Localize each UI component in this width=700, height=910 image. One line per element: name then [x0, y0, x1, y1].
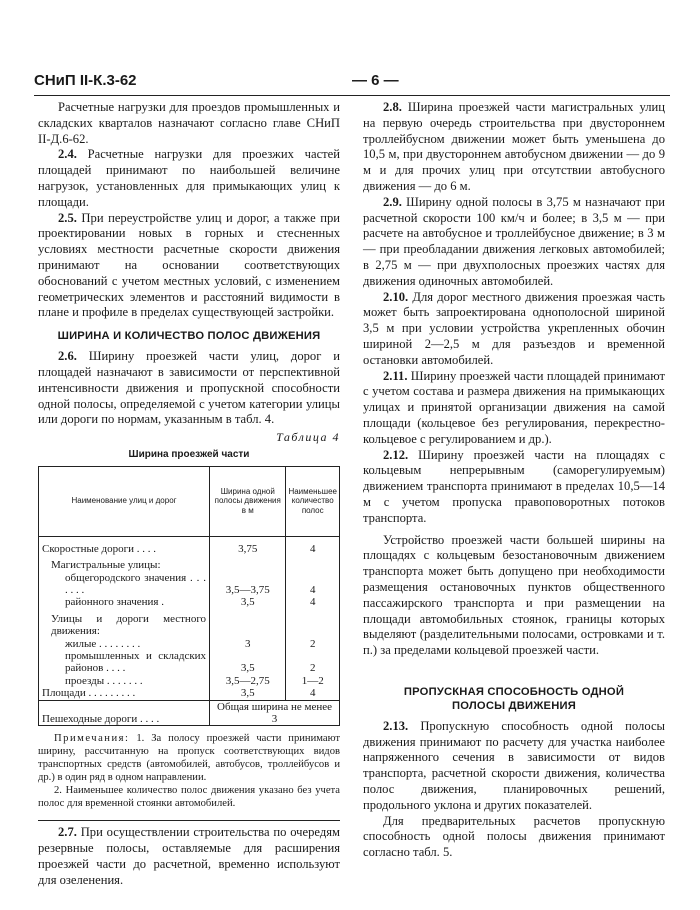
paragraph-continuation: Расчетные нагрузки для проездов промышленных и складских кварталов назначают согласно главе СНиП II-Д.6-62. [38, 100, 340, 146]
table-label: Таблица 4 [276, 430, 340, 445]
table-row: жилые . . . . . . . . 3 2 [39, 638, 340, 650]
clause-number: 2.7. [58, 825, 77, 840]
clause-text: При осуществлении строительства по очередям резервные полосы, оставляемые для расширения проезжей части до расчетной, временно используют для озеленения. [38, 825, 340, 887]
clause-text: Ширину проезжей части на площадях с кольцевым непрерывным (саморегулируемым) движением транспорта принимают в пределах 10,5—14 м с учетом пропуска правоповоротных потоков транспорта. [363, 447, 665, 525]
clause-number: 2.8. [383, 100, 402, 114]
table-row: Пешеходные дороги . . . . Общая ширина не менее 3 [39, 700, 340, 726]
left-column [38, 100, 340, 889]
paragraph-2-11 [363, 369, 665, 448]
clause-text: При переустройстве улиц и дорог, а также при проектировании новых в горных и стесненных условиях местности расчетные скорости движения принимают на основании соответствующих обоснований с учетом местных условий, с изменением геометрических элементов и расстояний видимости в плане и профиле в пределах существующей застройки. [38, 210, 340, 320]
clause-text: Ширину одной полосы в 3,75 м назначают при расчетной скорости 100 км/ч и более; в 3,5 м — при расчете на автобусное и троллейбусное движение; в 3 м — при преобладании движения легковых автомобилей; в 2,75 м — при двухполосных проезжих частях для движения одиночных автомобилей. [363, 194, 665, 288]
header-rule [34, 95, 670, 96]
note-2: 2. Наименьшее количество полос движения указано без учета полос для временной стоянки автомобилей. [38, 785, 340, 810]
clause-number: 2.11. [383, 368, 408, 383]
table-row: Магистральные улицы: [39, 555, 340, 571]
clause-number: 2.10. [383, 289, 409, 304]
clause-text: Пропускную способность одной полосы движения принимают по расчету для участка наиболее напряженного сечения в зависимости от видов транспорта, расчетной скорости движения, количества полос движения, планировочных решений, продольного уклона и других показателей. [363, 718, 665, 812]
paragraph-2-9 [363, 195, 665, 290]
clause-number: 2.5. [58, 210, 77, 225]
page-number: — 6 — [352, 72, 399, 89]
paragraph-2-12-continued: Устройство проезжей части большей ширины на площадях с кольцевым безостановочным движением транспорта может быть допущено при необходимости размещения остановочных пунктов общественного пассажирского транспорта и при размещении на площади автомобильных стоянок, границы которых выделяют (разделительными полосами, островками и т. п.) за пределами кольцевой проезжей части. [363, 532, 665, 658]
column-header-lane-count: Наименьшее количество полос [286, 466, 340, 536]
document-code: СНиП II-К.3-62 [34, 72, 137, 89]
table-4 [38, 466, 340, 727]
clause-text: Ширину проезжей части площадей принимают с учетом состава и размера движения на примыкающих улицах и принятой организации движения на самой площади (кольцевое без регулирования, перекрестно-кольцевое с регулированием и др.). [363, 368, 665, 446]
table-row: промышленных и складских районов . . . . 3,5 2 [39, 650, 340, 675]
clause-number: 2.4. [58, 147, 77, 162]
paragraph-2-13 [363, 719, 665, 814]
clause-number: 2.12. [383, 447, 409, 462]
clause-text: Ширину проезжей части улиц, дорог и площадей назначают в зависимости от перспективной интенсивности движения и пропускной способности одной полосы, определяемой с учетом категории улицы или дороги по нормам, указанным в табл. 4. [38, 349, 340, 427]
column-header-lane-width: Ширина одной полосы движения в м [210, 466, 286, 536]
page-header [34, 72, 670, 96]
clause-text: Ширина проезжей части магистральных улиц на первую очередь строительства при двустороннем троллейбусном движении может быть уменьшена до 10,5 м, при двустороннем автобусном движении — до 9 м и для прочих улиц при отсутствии автобусного движения — до 6 м. [363, 100, 665, 193]
clause-number: 2.6. [58, 349, 77, 364]
paragraph-2-6 [38, 349, 340, 428]
column-header-street-name: Наименование улиц и дорог [39, 466, 210, 536]
table-notes [38, 732, 340, 810]
notes-rule [38, 816, 340, 821]
paragraph-2-4 [38, 147, 340, 210]
paragraph-2-5 [38, 211, 340, 322]
section-heading-capacity: ПРОПУСКНАЯ СПОСОБНОСТЬ ОДНОЙ ПОЛОСЫ ДВИЖЕНИЯ [403, 685, 625, 712]
paragraph-2-7 [38, 825, 340, 888]
paragraph-2-13-continued: Для предварительных расчетов пропускную способность одной полосы движения принимают согласно табл. 5. [363, 813, 665, 860]
clause-number: 2.9. [383, 194, 402, 209]
paragraph-2-10 [363, 290, 665, 369]
clause-number: 2.13. [383, 718, 409, 733]
table-row: общегородского значения . . . . . . . 3,5—3,75 4 [39, 572, 340, 597]
paragraph-2-8 [363, 100, 665, 195]
table-row: Площади . . . . . . . . . 3,5 4 [39, 687, 340, 700]
paragraph-2-12 [363, 448, 665, 527]
clause-text: Расчетные нагрузки для проезжих частей площадей принимают по наибольшей величине нагрузок, установленных для примыкающих улиц к площади. [38, 147, 340, 209]
table-row: районного значения . 3,5 4 [39, 596, 340, 608]
section-heading-lane-width: ШИРИНА И КОЛИЧЕСТВО ПОЛОС ДВИЖЕНИЯ [57, 330, 321, 343]
table-title: Ширина проезжей части [128, 448, 250, 460]
table-row: Скоростные дороги . . . . 3,75 4 [39, 543, 340, 555]
right-column [363, 100, 665, 861]
note-1: Примечания: 1. За полосу проезжей части принимают ширину, рассчитанную на пропуск соответствующих видов транспортных средств (автомобилей, автобусов, троллейбусов и др.) в один ряд в одном направлении. [38, 733, 340, 784]
table-row: Улицы и дороги местного движения: [39, 609, 340, 638]
clause-text: Для дорог местного движения проезжая часть может быть запроектирована однополосной шириной 3,5 м при условии устройства укрепленных обочин шириной 2—2,5 м для разъездов и временной остановки автомобилей. [363, 289, 665, 367]
notes-label: Примечания: [54, 733, 130, 745]
table-row: проезды . . . . . . . 3,5—2,75 1—2 [39, 675, 340, 687]
